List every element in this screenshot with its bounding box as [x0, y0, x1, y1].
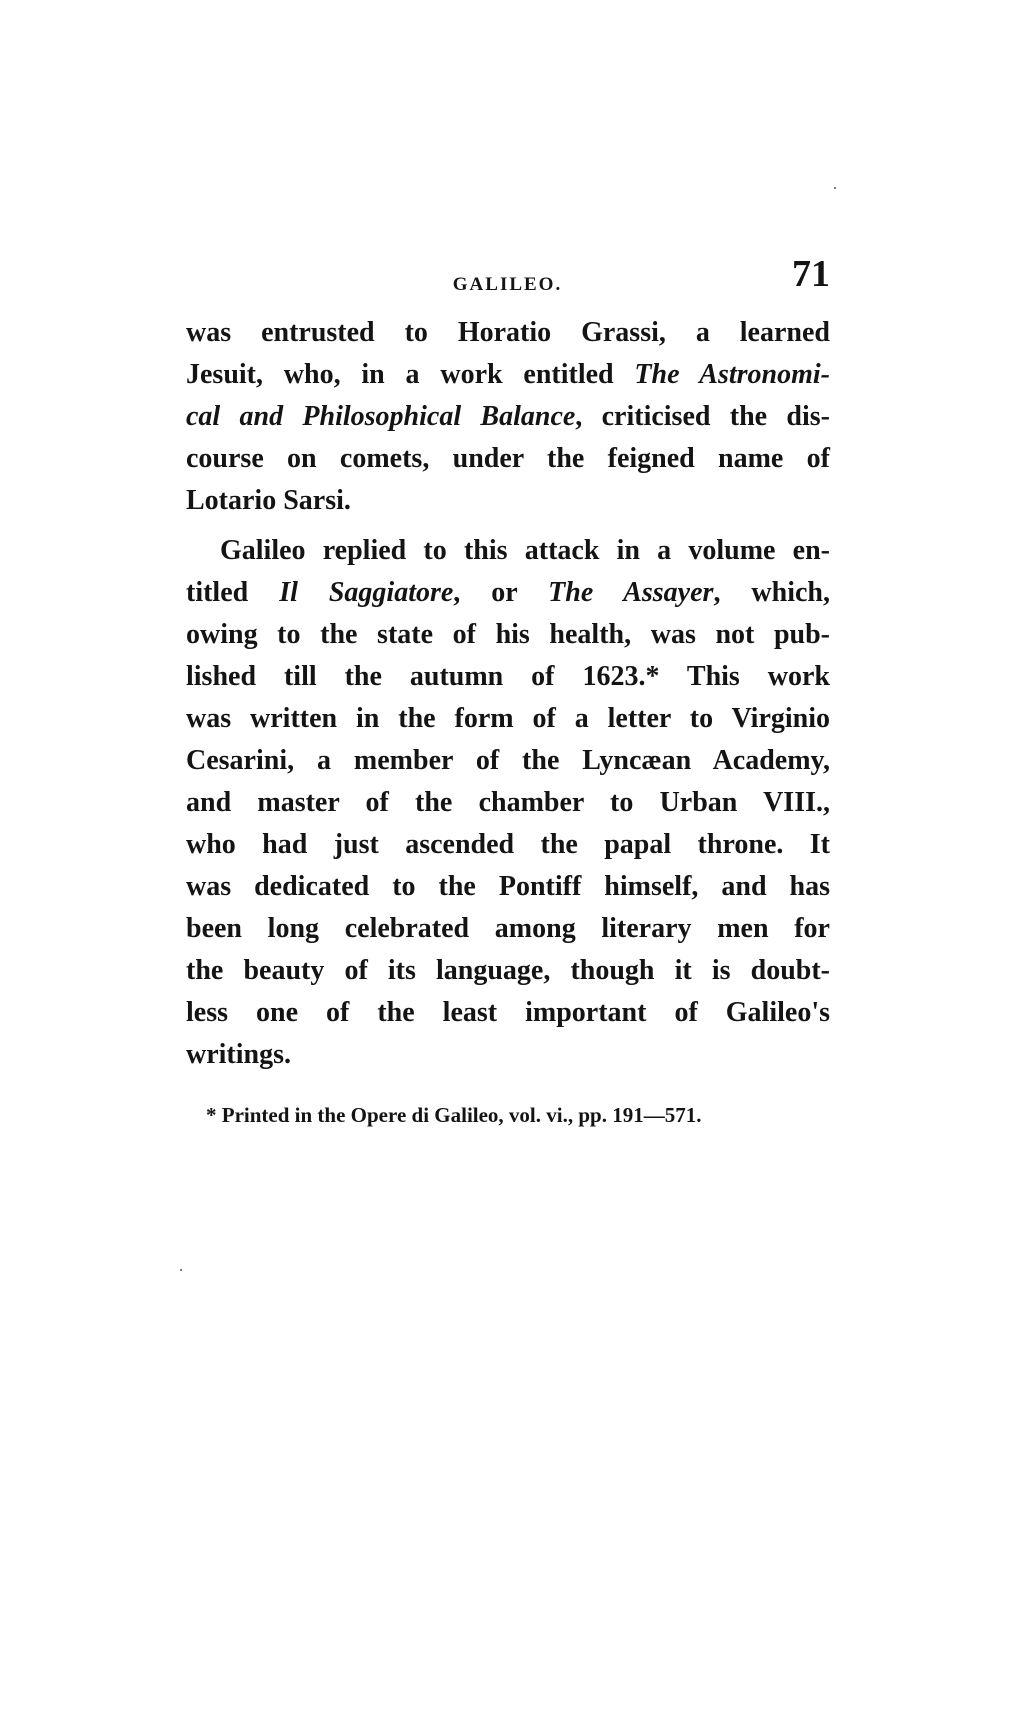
text-segment: , criticised the dis-: [575, 401, 830, 432]
book-title-italic: The Assayer: [548, 577, 714, 608]
text-line: [186, 396, 830, 438]
text-line: Cesarini, a member of the Lyncæan Academy,: [186, 745, 830, 776]
text-line: been long celebrated among literary men for: [186, 913, 830, 944]
paragraph-2: [186, 530, 830, 1076]
book-title-italic: Il Saggiatore: [279, 577, 454, 608]
text-segment: titled: [186, 577, 280, 608]
running-head: [185, 252, 830, 302]
text-line: writings.: [186, 1039, 291, 1070]
text-segment: course on comets, under the feigned name of: [186, 443, 830, 474]
text-line: the beauty of its language, though it is doubt-: [186, 955, 830, 986]
text-line: less one of the least important of Galileo's: [186, 997, 830, 1028]
book-title-italic: cal and Philosophical Balance: [186, 401, 576, 432]
text-segment: , which,: [713, 577, 830, 608]
scan-speck: [834, 187, 836, 189]
text-line: [186, 354, 830, 396]
book-title-italic: The Astronomi-: [634, 359, 830, 390]
body-text: [186, 312, 830, 1076]
text-line: Galileo replied to this attack in a volume en-: [220, 535, 830, 566]
text-line: who had just ascended the papal throne. It: [186, 829, 830, 860]
text-line: [186, 438, 830, 480]
text-line: lished till the autumn of 1623.* This work: [186, 661, 830, 692]
paragraph-1: [186, 312, 830, 522]
paragraph-gap: [186, 522, 830, 530]
text-segment: Lotario Sarsi.: [186, 485, 351, 516]
text-line: [186, 480, 830, 522]
text-line: and master of the chamber to Urban VIII.,: [186, 787, 830, 818]
text-line: owing to the state of his health, was not pub-: [186, 619, 830, 650]
scan-speck: [180, 1269, 182, 1271]
text-line: [186, 572, 830, 614]
text-line: [186, 312, 830, 354]
text-segment: was entrusted to Horatio Grassi, a learned: [186, 317, 830, 348]
footnote: * Printed in the Opere di Galileo, vol. vi., pp. 191—571.: [206, 1103, 702, 1127]
page-number: 71: [792, 253, 830, 295]
text-line: was written in the form of a letter to Virginio: [186, 703, 830, 734]
text-segment: Jesuit, who, in a work entitled: [186, 359, 635, 390]
text-line: was dedicated to the Pontiff himself, and has: [186, 871, 830, 902]
text-segment: , or: [453, 577, 549, 608]
running-title: GALILEO.: [452, 274, 563, 295]
